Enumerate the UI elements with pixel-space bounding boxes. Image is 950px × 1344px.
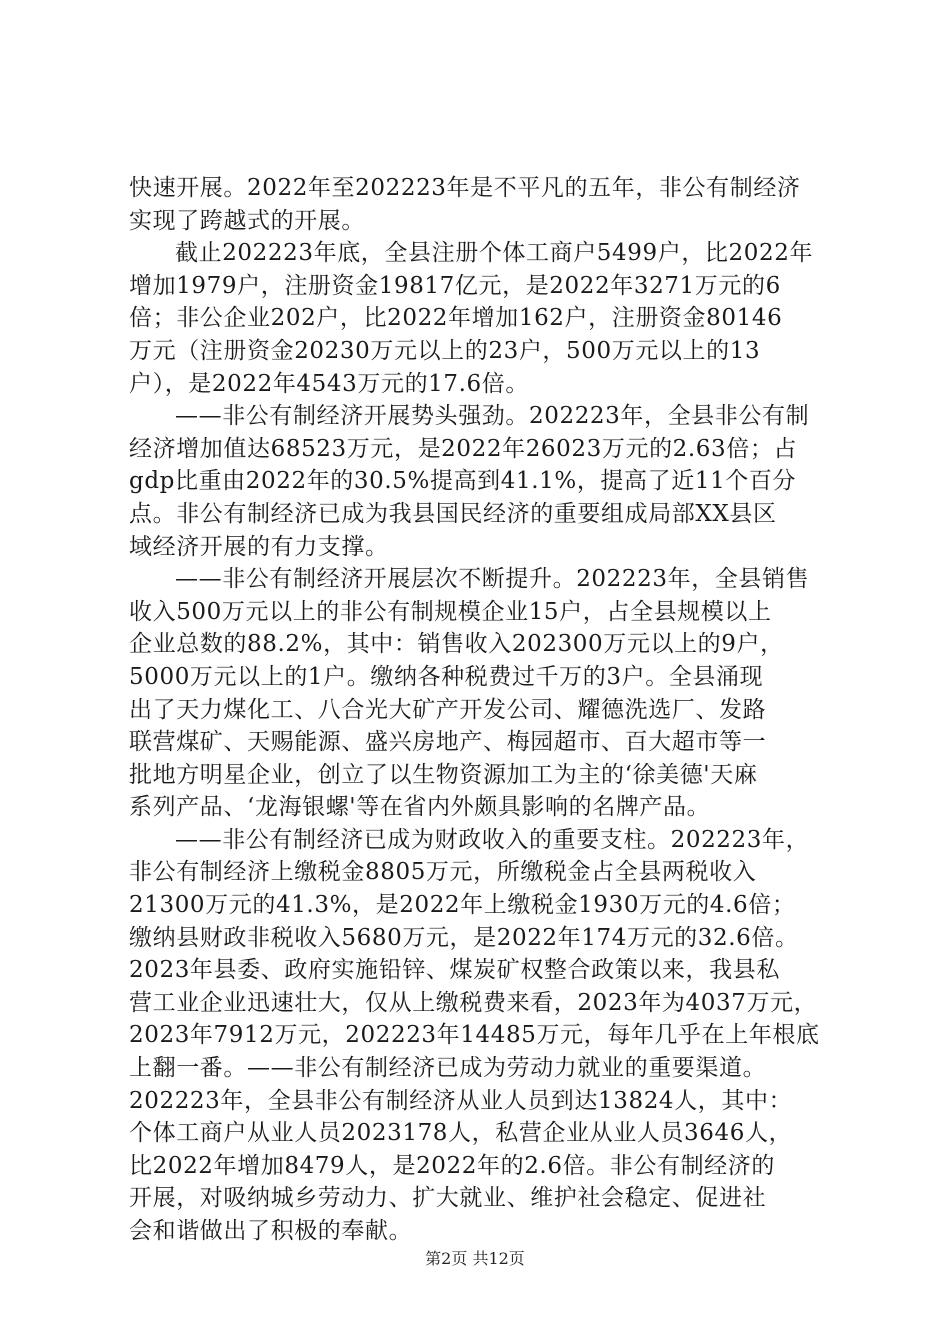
text-line: gdp比重由2022年的30.5%提高到41.1%，提高了近11个百分 (129, 468, 797, 495)
text-line: 开展，对吸纳城乡劳动力、扩大就业、维护社会稳定、促进社 (129, 1185, 767, 1212)
text-line: 万元（注册资金20230万元以上的23户，500万元以上的13 (129, 337, 761, 364)
paragraph-first-line: ——非公有制经济开展势头强劲。202223年，全县非公有制 (175, 403, 810, 430)
text-line: 202223年，全县非公有制经济从业人员到达13824人，其中： (129, 1087, 793, 1114)
text-line: 点。非公有制经济已成为我县国民经济的重要组成局部XX县区 (129, 500, 777, 527)
text-line: 出了天力煤化工、八合光大矿产开发公司、耀德洗选厂、发路 (129, 696, 767, 723)
text-line: 经济增加值达68523万元，是2022年26023万元的2.63倍；占 (129, 435, 798, 462)
text-line: 收入500万元以上的非公有制规模企业15户，占全县规模以上 (129, 598, 772, 625)
text-line: 快速开展。2022年至202223年是不平凡的五年，非公有制经济 (129, 175, 801, 201)
text-line: 比2022年增加8479人，是2022年的2.6倍。非公有制经济的 (129, 1152, 775, 1179)
text-line: 倍；非公企业202户，比2022年增加162户，注册资金80146 (129, 305, 783, 332)
text-line: 缴纳县财政非税收入5680万元，是2022年174万元的32.6倍。 (129, 924, 799, 951)
text-line: 系列产品、‘龙海银螺'等在省内外颇具影响的名牌产品。 (129, 794, 711, 821)
text-line: 营工业企业迅速壮大，仅从上缴税费来看，2023年为4037万元， (129, 989, 818, 1016)
text-line: 批地方明星企业，创立了以生物资源加工为主的‘徐美德'天麻 (129, 761, 758, 788)
text-line: 户），是2022年4543万元的17.6倍。 (129, 370, 529, 397)
text-line: 域经济开展的有力支撑。 (129, 533, 389, 560)
text-line: 个体工商户从业人员2023178人，私营企业从业人员3646人， (129, 1120, 793, 1147)
text-line: 实现了跨越式的开展。 (129, 207, 365, 234)
text-line: 上翻一番。——非公有制经济已成为劳动力就业的重要渠道。 (129, 1055, 767, 1082)
paragraph-first-line: ——非公有制经济开展层次不断提升。202223年，全县销售 (175, 566, 810, 593)
text-line: 企业总数的88.2%，其中：销售收入202300万元以上的9户， (129, 631, 784, 658)
text-line: 21300万元的41.3%，是2022年上缴税金1930万元的4.6倍； (129, 892, 796, 919)
page-footer: 第2页 共12页 (425, 1249, 525, 1268)
paragraph-first-line: 截止202223年底，全县注册个体工商户5499户，比2022年 (175, 240, 814, 267)
paragraph-first-line: ——非公有制经济已成为财政收入的重要支柱。202223年， (175, 826, 810, 853)
text-line: 2023年7912万元，202223年14485万元，每年几乎在上年根底 (129, 1022, 820, 1049)
text-line: 2023年县委、政府实施铅锌、煤炭矿权整合政策以来，我县私 (129, 957, 780, 984)
text-line: 会和谐做出了积极的奉献。 (129, 1218, 413, 1244)
text-line: 联营煤矿、天赐能源、盛兴房地产、梅园超市、百大超市等一 (129, 729, 767, 756)
document-body (129, 172, 829, 1248)
text-line: 非公有制经济上缴税金8805万元，所缴税金占全县两税收入 (129, 859, 757, 886)
text-line: 5000万元以上的1户。缴纳各种税费过千万的3户。全县涌现 (129, 663, 764, 690)
text-line: 增加1979户，注册资金19817亿元，是2022年3271万元的6 (129, 272, 781, 299)
